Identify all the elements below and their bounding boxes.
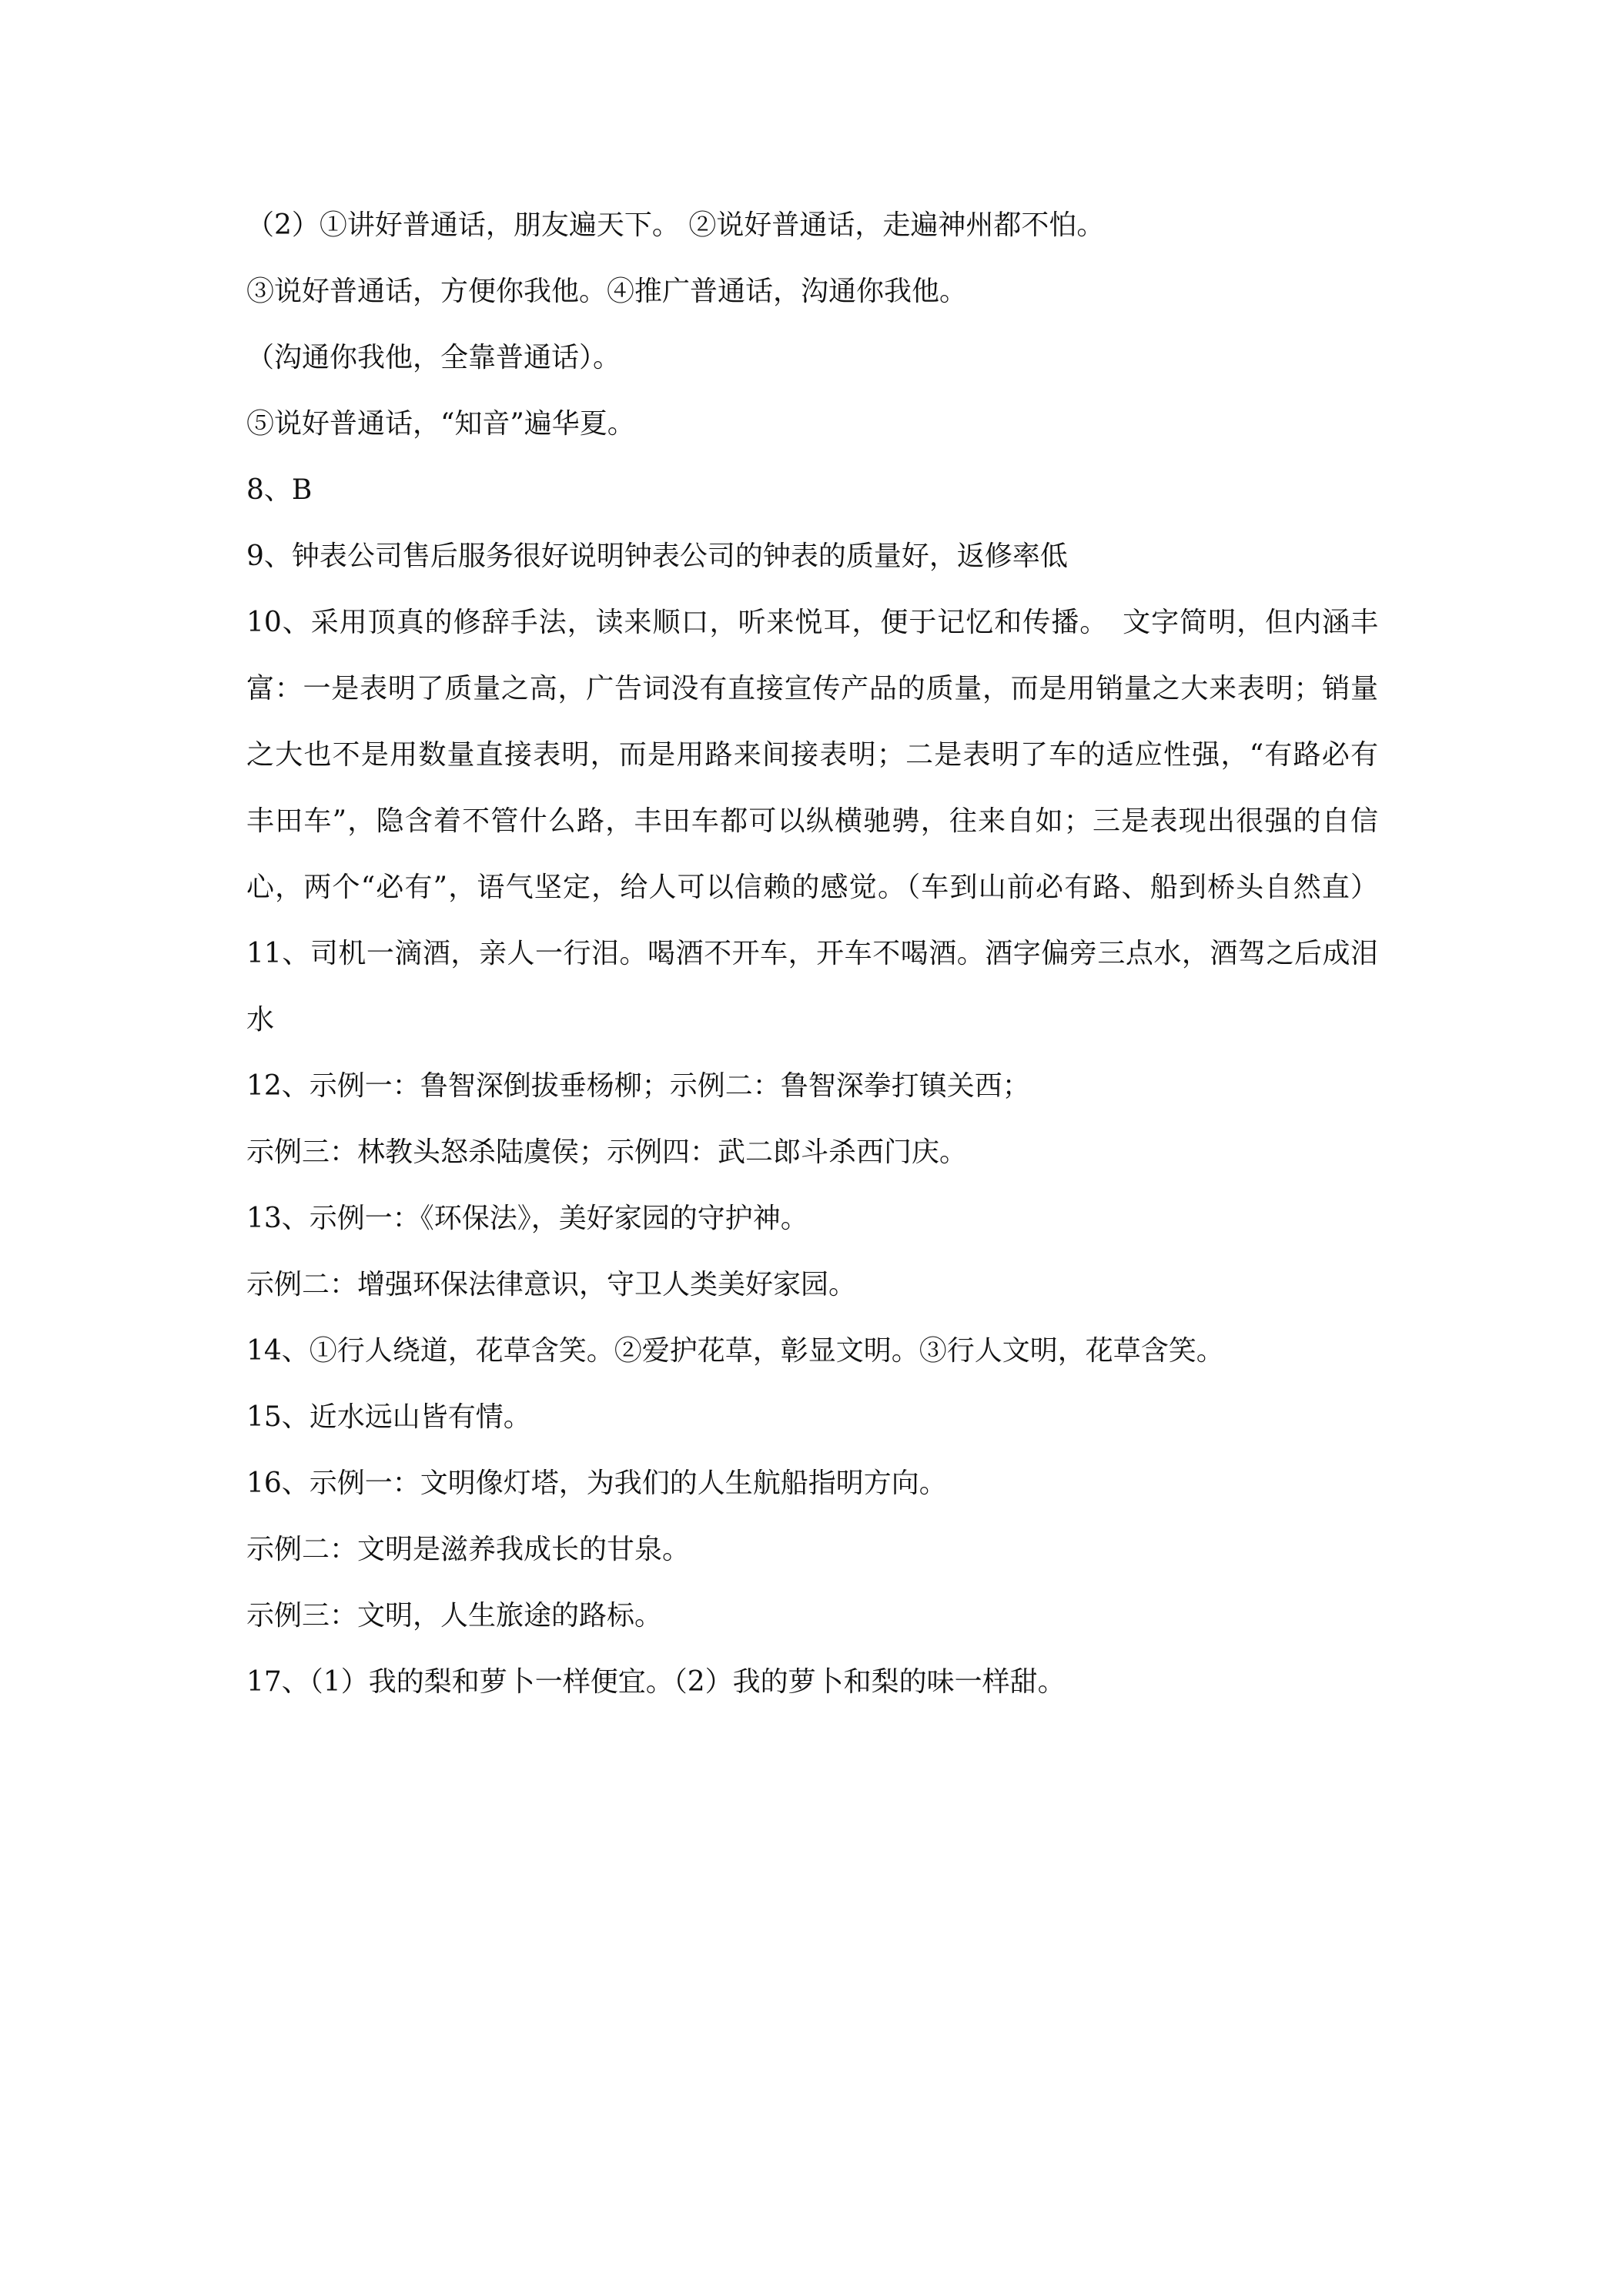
answer-line: 丰田车”，隐含着不管什么路，丰田车都可以纵横驰骋，往来自如；三是表现出很强的自信	[246, 805, 1378, 837]
answer-line: 示例三：林教头怒杀陆虞侯；示例四：武二郎斗杀西门庆。	[246, 1136, 968, 1168]
answer-line: 示例三：文明，人生旅途的路标。	[246, 1600, 663, 1632]
answer-line: 14、①行人绕道，花草含笑。②爱护花草，彰显文明。③行人文明，花草含笑。	[246, 1335, 1224, 1367]
answer-line: 17、（1）我的梨和萝卜一样便宜。（2）我的萝卜和梨的味一样甜。	[246, 1666, 1066, 1698]
answer-line: （2）①讲好普通话，朋友遍天下。 ②说好普通话，走遍神州都不怕。	[246, 209, 1105, 241]
answer-text-block	[246, 208, 1378, 1731]
answer-line: 8、B	[246, 474, 313, 506]
answer-line: 示例二：增强环保法律意识，守卫人类美好家园。	[246, 1269, 857, 1300]
answer-line: 富：一是表明了质量之高，广告词没有直接宣传产品的质量，而是用销量之大来表明；销量	[246, 673, 1378, 705]
answer-line: 11、司机一滴酒，亲人一行泪。喝酒不开车，开车不喝酒。酒字偏旁三点水，酒驾之后成泪	[246, 938, 1378, 969]
answer-line: 12、示例一：鲁智深倒拔垂杨柳；示例二：鲁智深拳打镇关西；	[246, 1070, 1030, 1102]
answer-line: 水	[246, 1004, 275, 1036]
answer-line: 15、近水远山皆有情。	[246, 1401, 531, 1433]
answer-line: 10、采用顶真的修辞手法，读来顺口，听来悦耳，便于记忆和传播。 文字简明，但内涵丰	[246, 607, 1378, 638]
answer-line: 9、钟表公司售后服务很好说明钟表公司的钟表的质量好，返修率低	[246, 541, 1068, 572]
answer-line: 示例二：文明是滋养我成长的甘泉。	[246, 1534, 691, 1565]
answer-line: ③说好普通话，方便你我他。④推广普通话，沟通你我他。	[246, 276, 968, 307]
answer-line: 13、示例一：《环保法》，美好家园的守护神。	[246, 1203, 808, 1234]
answer-line: 心，两个“必有”，语气坚定，给人可以信赖的感觉。（车到山前必有路、船到桥头自然直）	[246, 872, 1378, 903]
answer-line: 之大也不是用数量直接表明，而是用路来间接表明；二是表明了车的适应性强，“有路必有	[246, 739, 1378, 771]
answer-line: 16、示例一：文明像灯塔，为我们的人生航船指明方向。	[246, 1468, 947, 1499]
answer-line: （沟通你我他，全靠普通话）。	[246, 342, 621, 373]
answer-line: ⑤说好普通话，“知音”遍华夏。	[246, 408, 635, 440]
